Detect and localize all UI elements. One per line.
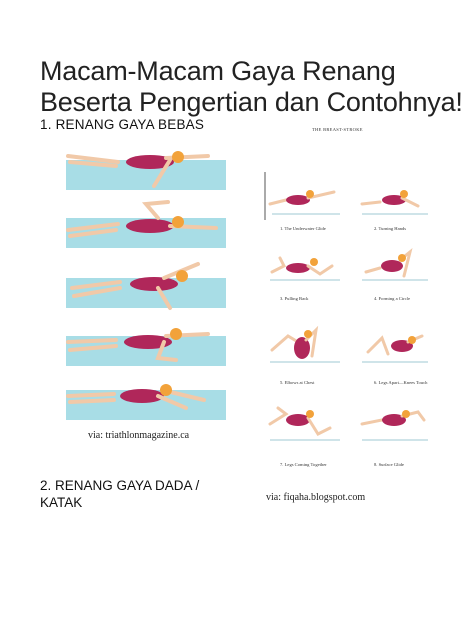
breaststroke-figure (270, 330, 340, 362)
breaststroke-figure (362, 336, 428, 362)
section-2-heading (40, 477, 240, 511)
breaststroke-figures (258, 128, 430, 476)
section-2-heading-line-2: KATAK (40, 495, 83, 510)
swimmer-figure (68, 151, 208, 186)
swimmer-figure (68, 384, 204, 408)
step-label: 1. The Underwater Glide (280, 226, 326, 231)
freestyle-illustration (58, 138, 230, 420)
step-label: 5. Elbows at Chest (280, 380, 315, 385)
step-label: 4. Forming a Circle (374, 296, 410, 301)
step-label: 6. Legs Apart—Knees Touch (374, 380, 428, 385)
breaststroke-figure (270, 408, 340, 440)
swimmer-figure (68, 202, 216, 236)
breaststroke-figure (270, 258, 340, 280)
breaststroke-figure (362, 190, 428, 214)
page-title (40, 56, 463, 118)
breaststroke-figure (362, 410, 428, 440)
freestyle-credit: via: triathlonmagazine.ca (88, 430, 190, 441)
step-label: 2. Turning Hands (374, 226, 407, 231)
breaststroke-illustration (258, 128, 430, 476)
breaststroke-figure (270, 190, 340, 214)
section-1-heading: 1. RENANG GAYA BEBAS (40, 117, 205, 132)
swimmer-figure (68, 328, 208, 360)
freestyle-swimmers (58, 138, 230, 420)
breaststroke-credit: via: fiqaha.blogspot.com (266, 492, 366, 503)
step-label: 8. Surface Glide (374, 462, 404, 467)
breaststroke-title: THE BREAST-STROKE (312, 127, 363, 132)
title-line-2: Beserta Pengertian dan Contohnya! (40, 87, 463, 117)
breaststroke-figure (362, 252, 428, 280)
swimmer-figure (72, 264, 198, 308)
step-label: 3. Pulling Back (280, 296, 309, 301)
step-label: 7. Legs Coming Together (280, 462, 327, 467)
title-line-1: Macam-Macam Gaya Renang (40, 56, 396, 86)
section-2-heading-line-1: 2. RENANG GAYA DADA / (40, 478, 200, 493)
